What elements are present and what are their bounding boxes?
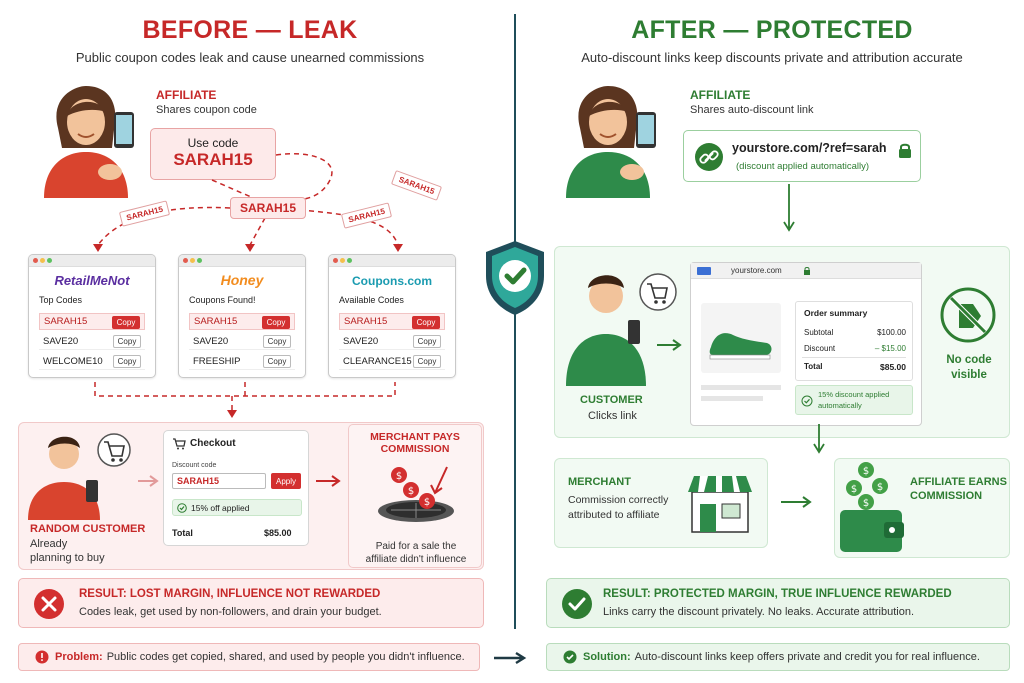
- affiliate-earns-label: COMMISSION: [910, 490, 983, 502]
- customer-desc: Clicks link: [588, 410, 637, 422]
- discount-applied-banner: 15% off applied: [172, 499, 302, 516]
- arrow-down-icon: [782, 184, 796, 236]
- list-item: SAVE20 Copy: [39, 333, 145, 350]
- arrow-right-icon: [137, 475, 161, 487]
- after-affiliate-label: AFFILIATE: [690, 88, 751, 102]
- after-result-banner: [546, 578, 1010, 628]
- problem-label: Problem:: [55, 651, 103, 663]
- placeholder-line: [701, 396, 763, 401]
- merchant-pays-card: [348, 424, 482, 568]
- solution-bar: [546, 643, 1010, 671]
- check-circle-icon: [561, 588, 593, 620]
- site-heading: Top Codes: [39, 295, 83, 305]
- x-circle-icon: [33, 588, 65, 620]
- site-heading: Coupons Found!: [189, 295, 256, 305]
- store-url[interactable]: yourstore.com: [731, 266, 782, 275]
- copy-button[interactable]: Copy: [113, 335, 141, 348]
- summary-row-label: Discount: [804, 344, 836, 353]
- coupon-site-honey: [178, 254, 306, 378]
- affiliate-url[interactable]: yourstore.com/?ref=sarah: [732, 141, 887, 155]
- svg-text:$: $: [850, 484, 858, 495]
- after-subtitle: Auto-discount links keep discounts private and attribution accurate: [581, 50, 963, 65]
- problem-bar: [18, 643, 480, 671]
- customer-man-icon: [562, 262, 682, 386]
- lock-icon: [898, 142, 912, 158]
- list-item: CLEARANCE15 Copy: [339, 353, 445, 370]
- copy-button[interactable]: Copy: [112, 316, 140, 329]
- link-icon: [694, 142, 724, 172]
- before-result-title: RESULT: LOST MARGIN, INFLUENCE NOT REWARDED: [79, 588, 381, 600]
- random-customer-desc: planning to buy: [30, 552, 105, 564]
- affiliate-woman-icon: [556, 78, 662, 198]
- merchant-label: MERCHANT: [568, 476, 631, 488]
- svg-text:$: $: [862, 498, 870, 509]
- checkout-title: Checkout: [190, 438, 236, 449]
- floating-code-tag: SARAH15: [119, 200, 171, 226]
- no-code-label: visible: [951, 369, 987, 381]
- copy-button[interactable]: Copy: [263, 335, 291, 348]
- checkout-total-label: Total: [172, 528, 193, 538]
- apply-button[interactable]: Apply: [271, 473, 301, 489]
- list-item: SARAH15 Copy: [189, 313, 295, 330]
- after-title: AFTER — PROTECTED: [631, 16, 913, 44]
- affiliate-url-note: (discount applied automatically): [736, 161, 870, 172]
- arrow-down-icon: [812, 424, 826, 458]
- checkout-total-value: $85.00: [264, 528, 292, 538]
- wallet-coins-icon: [836, 458, 908, 556]
- check-circle-icon: [801, 395, 813, 407]
- solution-text: Auto-discount links keep offers private and credit you for real influence.: [634, 651, 980, 663]
- auto-discount-link-box: [683, 130, 921, 182]
- summary-row-value: $100.00: [877, 328, 906, 337]
- floating-code-tag: SARAH15: [391, 170, 442, 201]
- site-brand: Coupons.com: [352, 274, 432, 288]
- site-brand: RetailMeNot: [54, 273, 130, 288]
- before-title: BEFORE — LEAK: [142, 16, 358, 44]
- problem-text: Public codes get copied, shared, and used by people you didn't influence.: [106, 651, 465, 663]
- coupon-use-code-text: Use code: [187, 136, 239, 150]
- discount-code-label: Discount code: [172, 462, 217, 469]
- discount-code-input[interactable]: SARAH15: [172, 473, 266, 489]
- svg-text:$: $: [395, 471, 403, 482]
- checkout-card: [163, 430, 309, 546]
- copy-button[interactable]: Copy: [113, 355, 141, 368]
- list-item: FREESHIP Copy: [189, 353, 295, 370]
- customer-label: CUSTOMER: [580, 394, 643, 406]
- merchant-pays-title: COMMISSION: [380, 443, 450, 455]
- list-item: SARAH15 Copy: [339, 313, 445, 330]
- svg-text:$: $: [862, 466, 870, 477]
- no-code-label: No code: [946, 354, 992, 366]
- storefront-icon: [686, 472, 754, 536]
- sneaker-icon: [701, 303, 781, 373]
- auto-discount-text: 15% discount applied: [818, 390, 890, 399]
- after-result-title: RESULT: PROTECTED MARGIN, TRUE INFLUENCE REWARDED: [603, 588, 952, 600]
- list-item: SAVE20 Copy: [189, 333, 295, 350]
- before-result-banner: [18, 578, 484, 628]
- center-divider: [514, 14, 516, 629]
- before-result-desc: Codes leak, get used by non-followers, and drain your budget.: [79, 606, 382, 618]
- random-customer-icon: [24, 428, 134, 520]
- check-circle-icon: [177, 503, 187, 513]
- merchant-pays-title: MERCHANT PAYS: [370, 431, 460, 443]
- site-brand: Honey: [220, 272, 264, 288]
- arrow-right-icon: [492, 651, 530, 665]
- list-item: WELCOME10 Copy: [39, 353, 145, 370]
- copy-button[interactable]: Copy: [262, 316, 290, 329]
- auto-discount-text: automatically: [818, 401, 862, 410]
- copy-button[interactable]: Copy: [412, 316, 440, 329]
- money-drain-icon: [369, 463, 463, 525]
- before-affiliate-desc: Shares coupon code: [156, 104, 257, 116]
- auto-discount-banner: [795, 385, 913, 415]
- random-customer-desc: Already: [30, 538, 68, 550]
- summary-row-value: $85.00: [880, 362, 906, 372]
- list-item: SAVE20 Copy: [339, 333, 445, 350]
- arrow-right-icon: [656, 339, 684, 351]
- order-summary: [795, 301, 913, 381]
- solution-label: Solution:: [583, 651, 631, 663]
- site-heading: Available Codes: [339, 295, 404, 305]
- summary-row-label: Total: [804, 362, 823, 371]
- arrow-right-icon: [780, 496, 816, 508]
- no-coupon-icon: [939, 286, 997, 344]
- coupon-site-couponscom: [328, 254, 456, 378]
- alert-icon: [35, 650, 49, 664]
- after-result-desc: Links carry the discount privately. No leaks. Accurate attribution.: [603, 606, 914, 618]
- product-image: [701, 303, 781, 373]
- copy-button[interactable]: Copy: [413, 355, 441, 368]
- svg-text:$: $: [423, 497, 431, 508]
- coupon-code-text: SARAH15: [173, 150, 253, 169]
- summary-row-value: – $15.00: [874, 344, 906, 353]
- after-affiliate-desc: Shares auto-discount link: [690, 104, 814, 116]
- summary-row-label: Subtotal: [804, 328, 834, 337]
- random-customer-label: RANDOM CUSTOMER: [30, 523, 146, 535]
- arrow-right-icon: [315, 475, 343, 487]
- copy-button[interactable]: Copy: [263, 355, 291, 368]
- center-code-tag: SARAH15: [230, 197, 306, 219]
- placeholder-line: [701, 385, 781, 390]
- merchant-desc: attributed to affiliate: [568, 509, 660, 521]
- affiliate-earns-label: AFFILIATE EARNS: [910, 476, 1007, 488]
- cart-icon: [172, 438, 186, 450]
- store-browser: [690, 262, 922, 426]
- lock-icon: [803, 266, 811, 275]
- merchant-pays-desc: Paid for a sale the: [375, 541, 457, 552]
- copy-button[interactable]: Copy: [413, 335, 441, 348]
- floating-code-tag: SARAH15: [341, 202, 393, 228]
- before-affiliate-label: AFFILIATE: [156, 88, 217, 102]
- merchant-desc: Commission correctly: [568, 494, 669, 506]
- check-circle-icon: [563, 650, 577, 664]
- order-summary-title: Order summary: [804, 308, 868, 318]
- coupon-site-retailmenot: [28, 254, 156, 378]
- merchant-pays-desc: affiliate didn't influence: [365, 554, 467, 565]
- list-item: SARAH15 Copy: [39, 313, 145, 330]
- svg-text:$: $: [876, 482, 884, 493]
- svg-text:$: $: [407, 486, 415, 497]
- before-subtitle: Public coupon codes leak and cause unearned commissions: [75, 50, 425, 65]
